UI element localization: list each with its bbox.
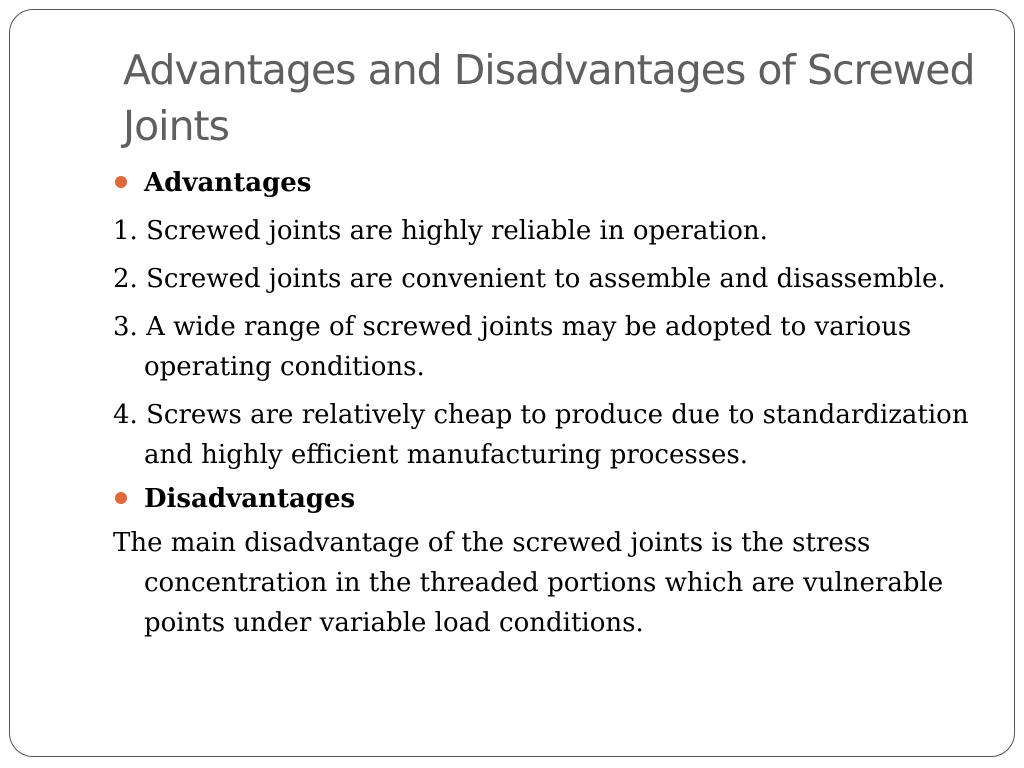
advantage-item-1: 1. Screwed joints are highly reliable in operation. <box>113 216 768 246</box>
bullet-dot-icon <box>115 492 127 504</box>
disadvantages-heading <box>113 479 993 519</box>
advantage-item-4: 4. Screws are relatively cheap to produce due to standardization and highly efficient manufacturing processes. <box>113 400 969 470</box>
slide-body <box>113 163 993 643</box>
advantage-item-3: 3. A wide range of screwed joints may be adopted to various operating conditions. <box>113 312 912 382</box>
disadvantage-text: The main disadvantage of the screwed joints is the stress concentration in the threaded portions which are vulnerable points under variable load conditions. <box>113 528 944 638</box>
advantage-item-2: 2. Screwed joints are convenient to assemble and disassemble. <box>113 264 946 294</box>
slide-title: Advantages and Disadvantages of Screwed Joints <box>123 46 975 150</box>
advantages-heading <box>113 163 993 203</box>
disadvantages-heading-text: Disadvantages <box>144 484 356 514</box>
bullet-dot-icon <box>115 176 127 188</box>
advantages-heading-text: Advantages <box>144 168 312 198</box>
